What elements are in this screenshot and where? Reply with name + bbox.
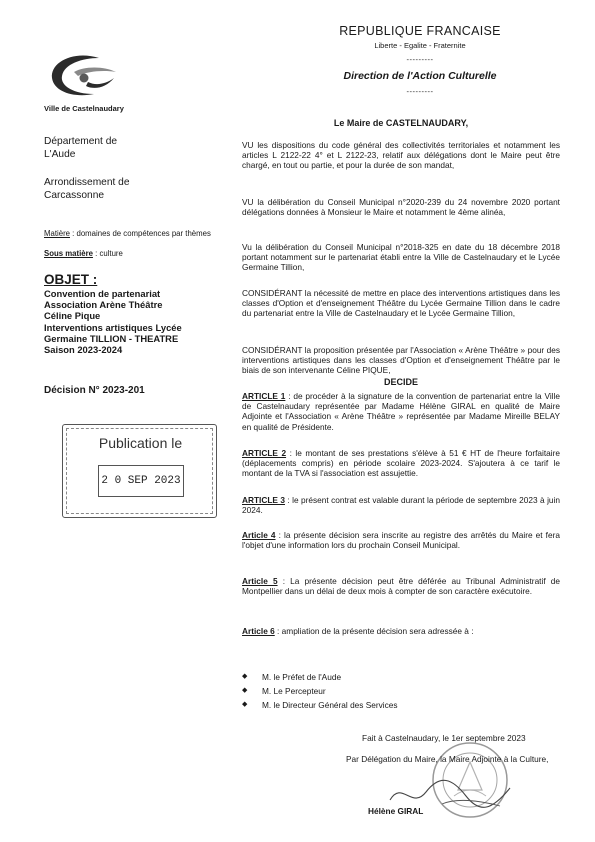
departement-line: L'Aude [44, 148, 76, 160]
article-text: : le montant de ses prestations s'élève à 51 € HT de l'heure forfaitaire (déplacements compris) en période scolaire 2023-2024. S'ajoutera à ce tarif le montant de la TVA si l'association est assujettie. [242, 448, 560, 479]
considerant-paragraph: CONSIDÉRANT la nécessité de mettre en place des interventions artistiques dans les classes d'Option et d'enseignement Théâtre du Lycée Germaine Tillion dans le cadre du partenariat entre la Ville de Castelnaudary et le Lycée Germaine Tillion, [242, 288, 560, 319]
diamond-bullet-icon: ◆ [242, 673, 248, 680]
republic-title: REPUBLIQUE FRANCAISE [339, 24, 501, 38]
list-item [242, 670, 398, 684]
recipients-list [242, 670, 398, 712]
objet-line: Convention de partenariat [44, 288, 161, 299]
fait-a: Fait à Castelnaudary, le 1er septembre 2023 [362, 733, 526, 743]
vu-paragraph: Vu la délibération du Conseil Municipal n°2018-325 en date du 18 décembre 2018 portant notamment sur le partenariat établi entre la Ville de Castelnaudary et le Lycée Germaine Tillion, [242, 242, 560, 273]
departement-line: Département de [44, 136, 118, 147]
article-4 [242, 530, 560, 550]
article-1 [242, 391, 560, 432]
article-text: : de procéder à la signature de la convention de partenariat entre la Ville de Castelnaudary représentée par Madame Hélène GIRAL en qualité de Maire Adjointe et l'Association « Arène Théâtre » représentée par Madame Mireille BELAY en qualité de Présidente. [242, 391, 560, 432]
publication-stamp [62, 424, 217, 518]
objet-line: Germaine TILLION - THEATRE [44, 332, 179, 344]
matiere-line [44, 229, 219, 239]
article-text: : le présent contrat est valable durant la période de septembre 2023 à juin 2024. [242, 495, 560, 516]
article-text: : ampliation de la présente décision sera adressée à : [274, 626, 474, 636]
article-label: Article 5 [242, 576, 278, 586]
objet-line: Association Arène Théâtre [44, 299, 163, 311]
considerant-paragraph: CONSIDÉRANT la proposition présentée par l'Association « Arène Théâtre » pour des interventions artistiques dans les classes d'Option et d'enseignement Théâtre par le biais de son intervenante Céline PIQUE, [242, 345, 560, 376]
par-delegation: Par Délégation du Maire, la Maire Adjointe à la Culture, [346, 754, 549, 764]
logo-caption: Ville de Castelnaudary [44, 104, 124, 113]
recipient: M. le Préfet de l'Aude [262, 672, 342, 682]
arrondissement-line: Carcassonne [44, 189, 105, 201]
article-text: : La présente décision peut être déférée au Tribunal Administratif de Montpellier dans un délai de deux mois à compter de son caractère exécutoire. [242, 576, 560, 597]
article-label: ARTICLE 2 [242, 448, 287, 458]
header-separator: --------- [406, 55, 434, 64]
list-item [242, 684, 398, 698]
diamond-bullet-icon: ◆ [242, 687, 248, 694]
list-item [242, 698, 398, 712]
signataire-name: Hélène GIRAL [368, 806, 424, 816]
decide-heading: DECIDE [383, 377, 418, 387]
article-label: Article 4 [242, 530, 276, 540]
article-2 [242, 448, 560, 479]
article-3 [242, 495, 560, 515]
matiere-label: Matière [44, 229, 70, 238]
objet-line: Interventions artistiques Lycée [44, 321, 182, 333]
objet-line: Céline Pique [44, 310, 101, 322]
sous-matiere-value: : culture [92, 249, 123, 258]
header-separator: --------- [406, 87, 434, 96]
arrondissement-line: Arrondissement de [44, 177, 130, 188]
castelnaudary-logo-icon [44, 50, 124, 100]
decision-number: Décision N° 2023-201 [44, 385, 145, 396]
sous-matiere-line [44, 249, 219, 259]
article-label: ARTICLE 1 [242, 391, 286, 401]
direction-title: Direction de l'Action Culturelle [343, 70, 497, 82]
article-6 [242, 626, 560, 636]
recipient: M. Le Percepteur [262, 686, 326, 696]
matiere-value: : domaines de compétences par thèmes [70, 229, 211, 238]
article-text: : la présente décision sera inscrite au registre des arrêtés du Maire et fera l'objet d'une information lors du prochain Conseil Municipal. [242, 530, 560, 551]
maire-heading: Le Maire de CASTELNAUDARY, [333, 118, 469, 128]
article-5 [242, 576, 560, 596]
republic-motto: Liberte - Egalite - Fraternite [374, 41, 466, 50]
vu-paragraph: VU les dispositions du code général des collectivités territoriales et notamment les articles L 2122-22 4° et L 2122-23, relatif aux délégations dont le Maire peut être chargé, en tout ou partie, et pour la durée de son mandat, [242, 140, 560, 171]
stamp-title: Publication le [98, 435, 183, 451]
objet-body [44, 288, 219, 355]
vu-paragraph: VU la délibération du Conseil Municipal n°2020-239 du 24 novembre 2020 portant délégations données à Monsieur le Maire et notamment le 4ème alinéa, [242, 197, 560, 218]
stamp-date: 2 0 SEP 2023 [98, 465, 184, 497]
departement-block [44, 136, 117, 161]
article-label: ARTICLE 3 [242, 495, 285, 505]
objet-title: OBJET : [44, 272, 98, 287]
recipient: M. le Directeur Général des Services [262, 700, 398, 710]
sous-matiere-label: Sous matière [44, 249, 93, 258]
objet-line: Saison 2023-2024 [44, 344, 123, 356]
diamond-bullet-icon: ◆ [242, 701, 248, 708]
article-label: Article 6 [242, 626, 275, 636]
arrondissement-block [44, 177, 130, 202]
